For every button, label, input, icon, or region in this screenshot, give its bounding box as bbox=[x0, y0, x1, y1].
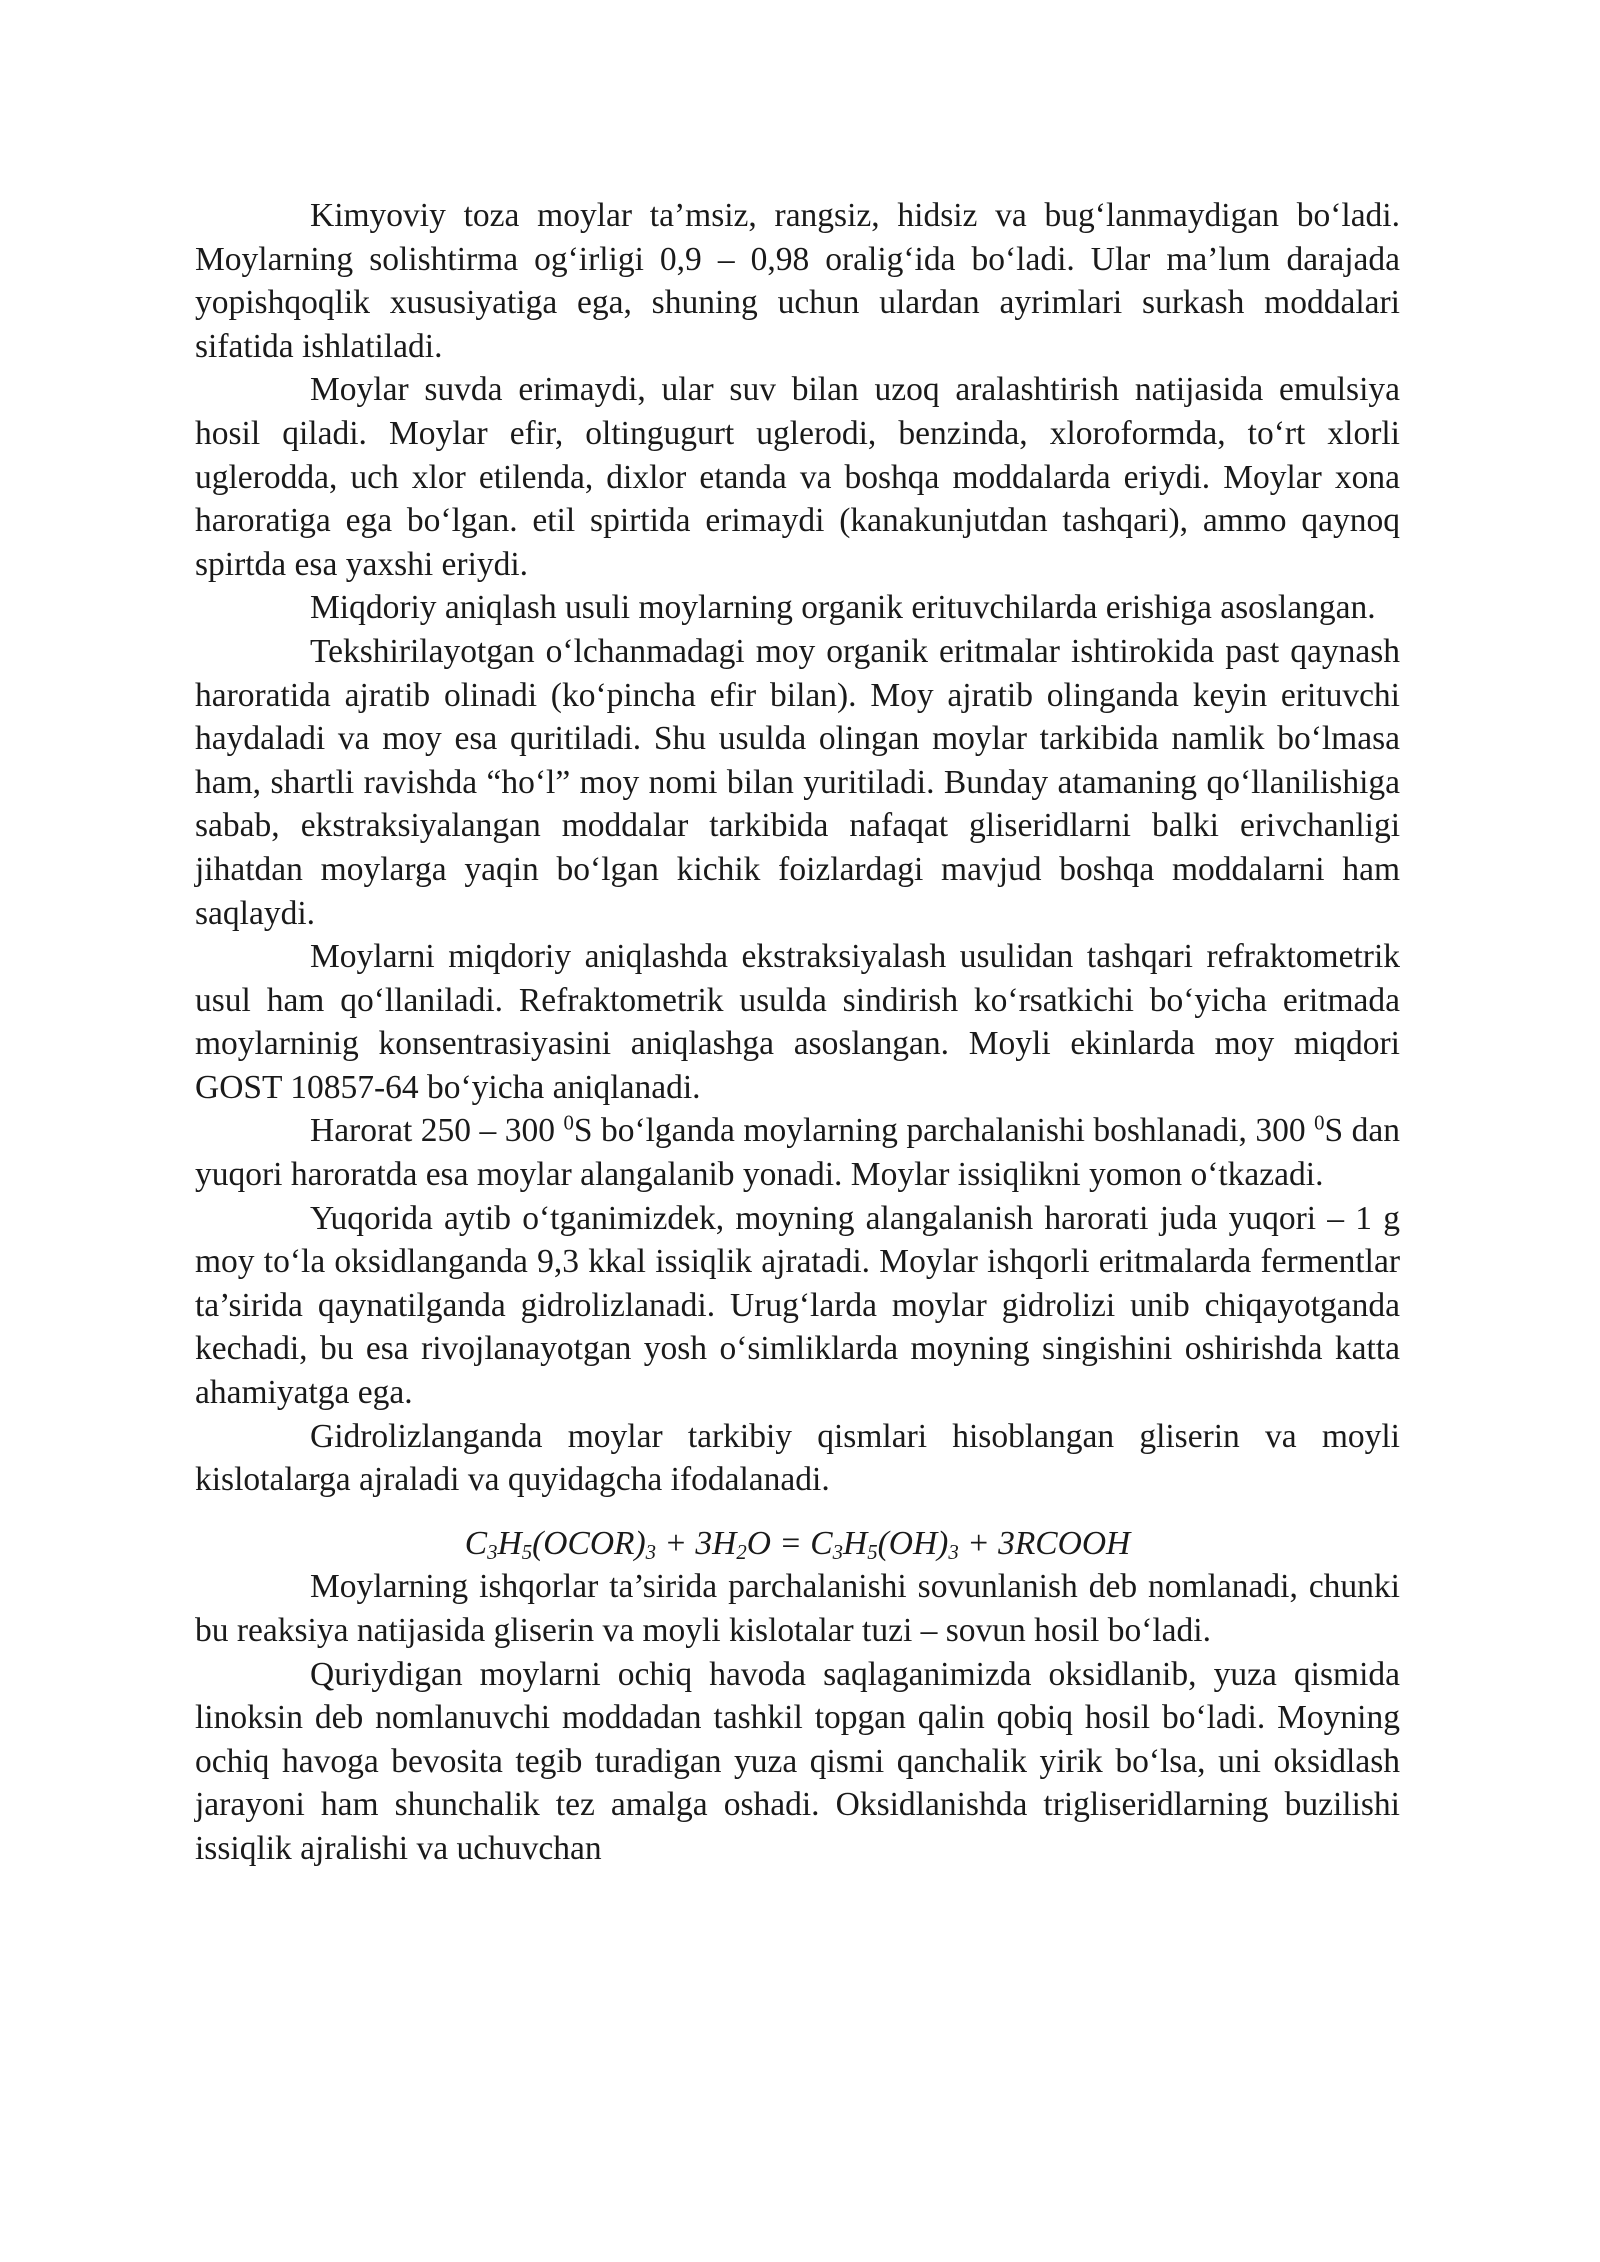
formula-part: (OCOR) bbox=[532, 1524, 646, 1562]
document-body bbox=[195, 194, 1400, 1871]
paragraph-3: Miqdoriy aniqlash usuli moylarning organik erituvchilarda erishiga asoslangan. bbox=[310, 589, 1376, 627]
paragraph-7: Yuqorida aytib o‘tganimizdek, moyning alangalanish harorati juda yuqori – 1 g moy to‘la oksidlanganda 9,3 kkal issiqlik ajratadi. Moylar ishqorli eritmalarda fermentlar ta’sirida qaynatilganda gidrolizlanadi. Urug‘larda moylar gidrolizi unib chiqayotganda kechadi, bu esa rivojlanayotgan yosh o‘simliklarda moyning singishini oshirishda katta ahamiyatga ega. bbox=[195, 1199, 1400, 1412]
formula-part: H bbox=[843, 1524, 868, 1562]
formula-part: O = C bbox=[746, 1524, 833, 1562]
degree-superscript-1: 0 bbox=[563, 1112, 574, 1136]
formula-part: H bbox=[497, 1524, 522, 1562]
paragraph-9: Moylarning ishqorlar ta’sirida parchalanishi sovunlanish deb nomlanadi, chunki bu reaksiya natijasida gliserin va moyli kislotalar tuzi – sovun hosil bo‘ladi. bbox=[195, 1568, 1400, 1649]
paragraph-6 bbox=[195, 1109, 1400, 1196]
formula-subscript: 2 bbox=[736, 1541, 747, 1564]
chemical-formula bbox=[195, 1502, 1400, 1566]
paragraph-8: Gidrolizlanganda moylar tarkibiy qismlari hisoblangan gliserin va moyli kislotalarga ajraladi va quyidagcha ifodalanadi. bbox=[195, 1417, 1400, 1499]
paragraph-4: Tekshirilayotgan o‘lchanmadagi moy organik eritmalar ishtirokida past qaynash haroratida ajratib olinadi (ko‘pincha efir bilan). Moy ajratib olinganda keyin erituvchi haydaladi va moy esa quritiladi. Shu usulda olingan moylar tarkibida namlik bo‘lmasa ham, shartli ravishda “ho‘l” moy nomi bilan yuritiladi. Bunday atamaning qo‘llanilishiga sabab, ekstraksiyalangan moddalar tarkibida nafaqat gliseridlarni balki erivchanligi jihatdan moylarga yaqin bo‘lgan kichik foizlardagi mavjud boshqa moddalarni ham saqlaydi. bbox=[195, 632, 1400, 932]
formula-subscript: 3 bbox=[948, 1541, 959, 1564]
formula-part: + 3H bbox=[656, 1524, 737, 1562]
formula-part: + 3RCOOH bbox=[958, 1524, 1131, 1562]
formula-subscript: 3 bbox=[645, 1541, 657, 1564]
formula-subscript: 3 bbox=[832, 1541, 844, 1564]
paragraph-1: Kimyoviy toza moylar ta’msiz, rangsiz, hidsiz va bug‘lanmaydigan bo‘ladi. Moylarning solishtirma og‘irligi 0,9 – 0,98 oralig‘ida bo‘ladi. Ular ma’lum darajada yopishqoqlik xususiyatiga ega, shuning uchun ulardan ayrimlari surkash moddalari sifatida ishlatiladi. bbox=[195, 197, 1400, 365]
paragraph-6-part-3: S dan yuqori haroratda esa moylar alangalanib yonadi. Moylar issiqlikni yomon o‘tkazadi. bbox=[195, 1112, 1400, 1194]
formula-subscript: 5 bbox=[867, 1541, 878, 1564]
paragraph-10: Quriydigan moylarni ochiq havoda saqlaganimizda oksidlanib, yuza qismida linoksin deb nomlanuvchi moddadan tashkil topgan qalin qobiq hosil bo‘ladi. Moyning ochiq havoga bevosita tegib turadigan yuza qismi qanchalik yirik bo‘lsa, uni oksidlash jarayoni ham shunchalik tez amalga oshadi. Oksidlanishda trigliseridlarning buzilishi issiqlik ajralishi va uchuvchan bbox=[195, 1655, 1400, 1867]
paragraph-6-part-1: Harorat 250 – 300 bbox=[310, 1112, 564, 1150]
formula-subscript: 5 bbox=[521, 1541, 533, 1564]
paragraph-2: Moylar suvda erimaydi, ular suv bilan uzoq aralashtirish natijasida emulsiya hosil qiladi. Moylar efir, oltingugurt uglerodi, benzinda, xloroformda, to‘rt xlorli uglerodda, uch xlor etilenda, dixlor etanda va boshqa moddalarda eriydi. Moylar xona haroratiga ega bo‘lgan. etil spirtida erimaydi (kanakunjutdan tashqari), ammo qaynoq spirtda esa yaxshi eriydi. bbox=[195, 371, 1400, 583]
formula-part: C bbox=[464, 1524, 488, 1562]
degree-superscript-2: 0 bbox=[1314, 1112, 1325, 1136]
formula-part: (OH) bbox=[877, 1524, 949, 1562]
paragraph-5: Moylarni miqdoriy aniqlashda ekstraksiyalash usulidan tashqari refraktometrik usul ham qo‘llaniladi. Refraktometrik usulda sindirish ko‘rsatkichi bo‘yicha eritmada moylarninig konsentrasiyasini aniqlashga asoslangan. Moyli ekinlarda moy miqdori GOST 10857-64 bo‘yicha aniqlanadi. bbox=[195, 938, 1400, 1106]
paragraph-6-part-2: S bo‘lganda moylarning parchalanishi boshlanadi, 300 bbox=[573, 1112, 1315, 1150]
formula-subscript: 3 bbox=[487, 1541, 498, 1564]
